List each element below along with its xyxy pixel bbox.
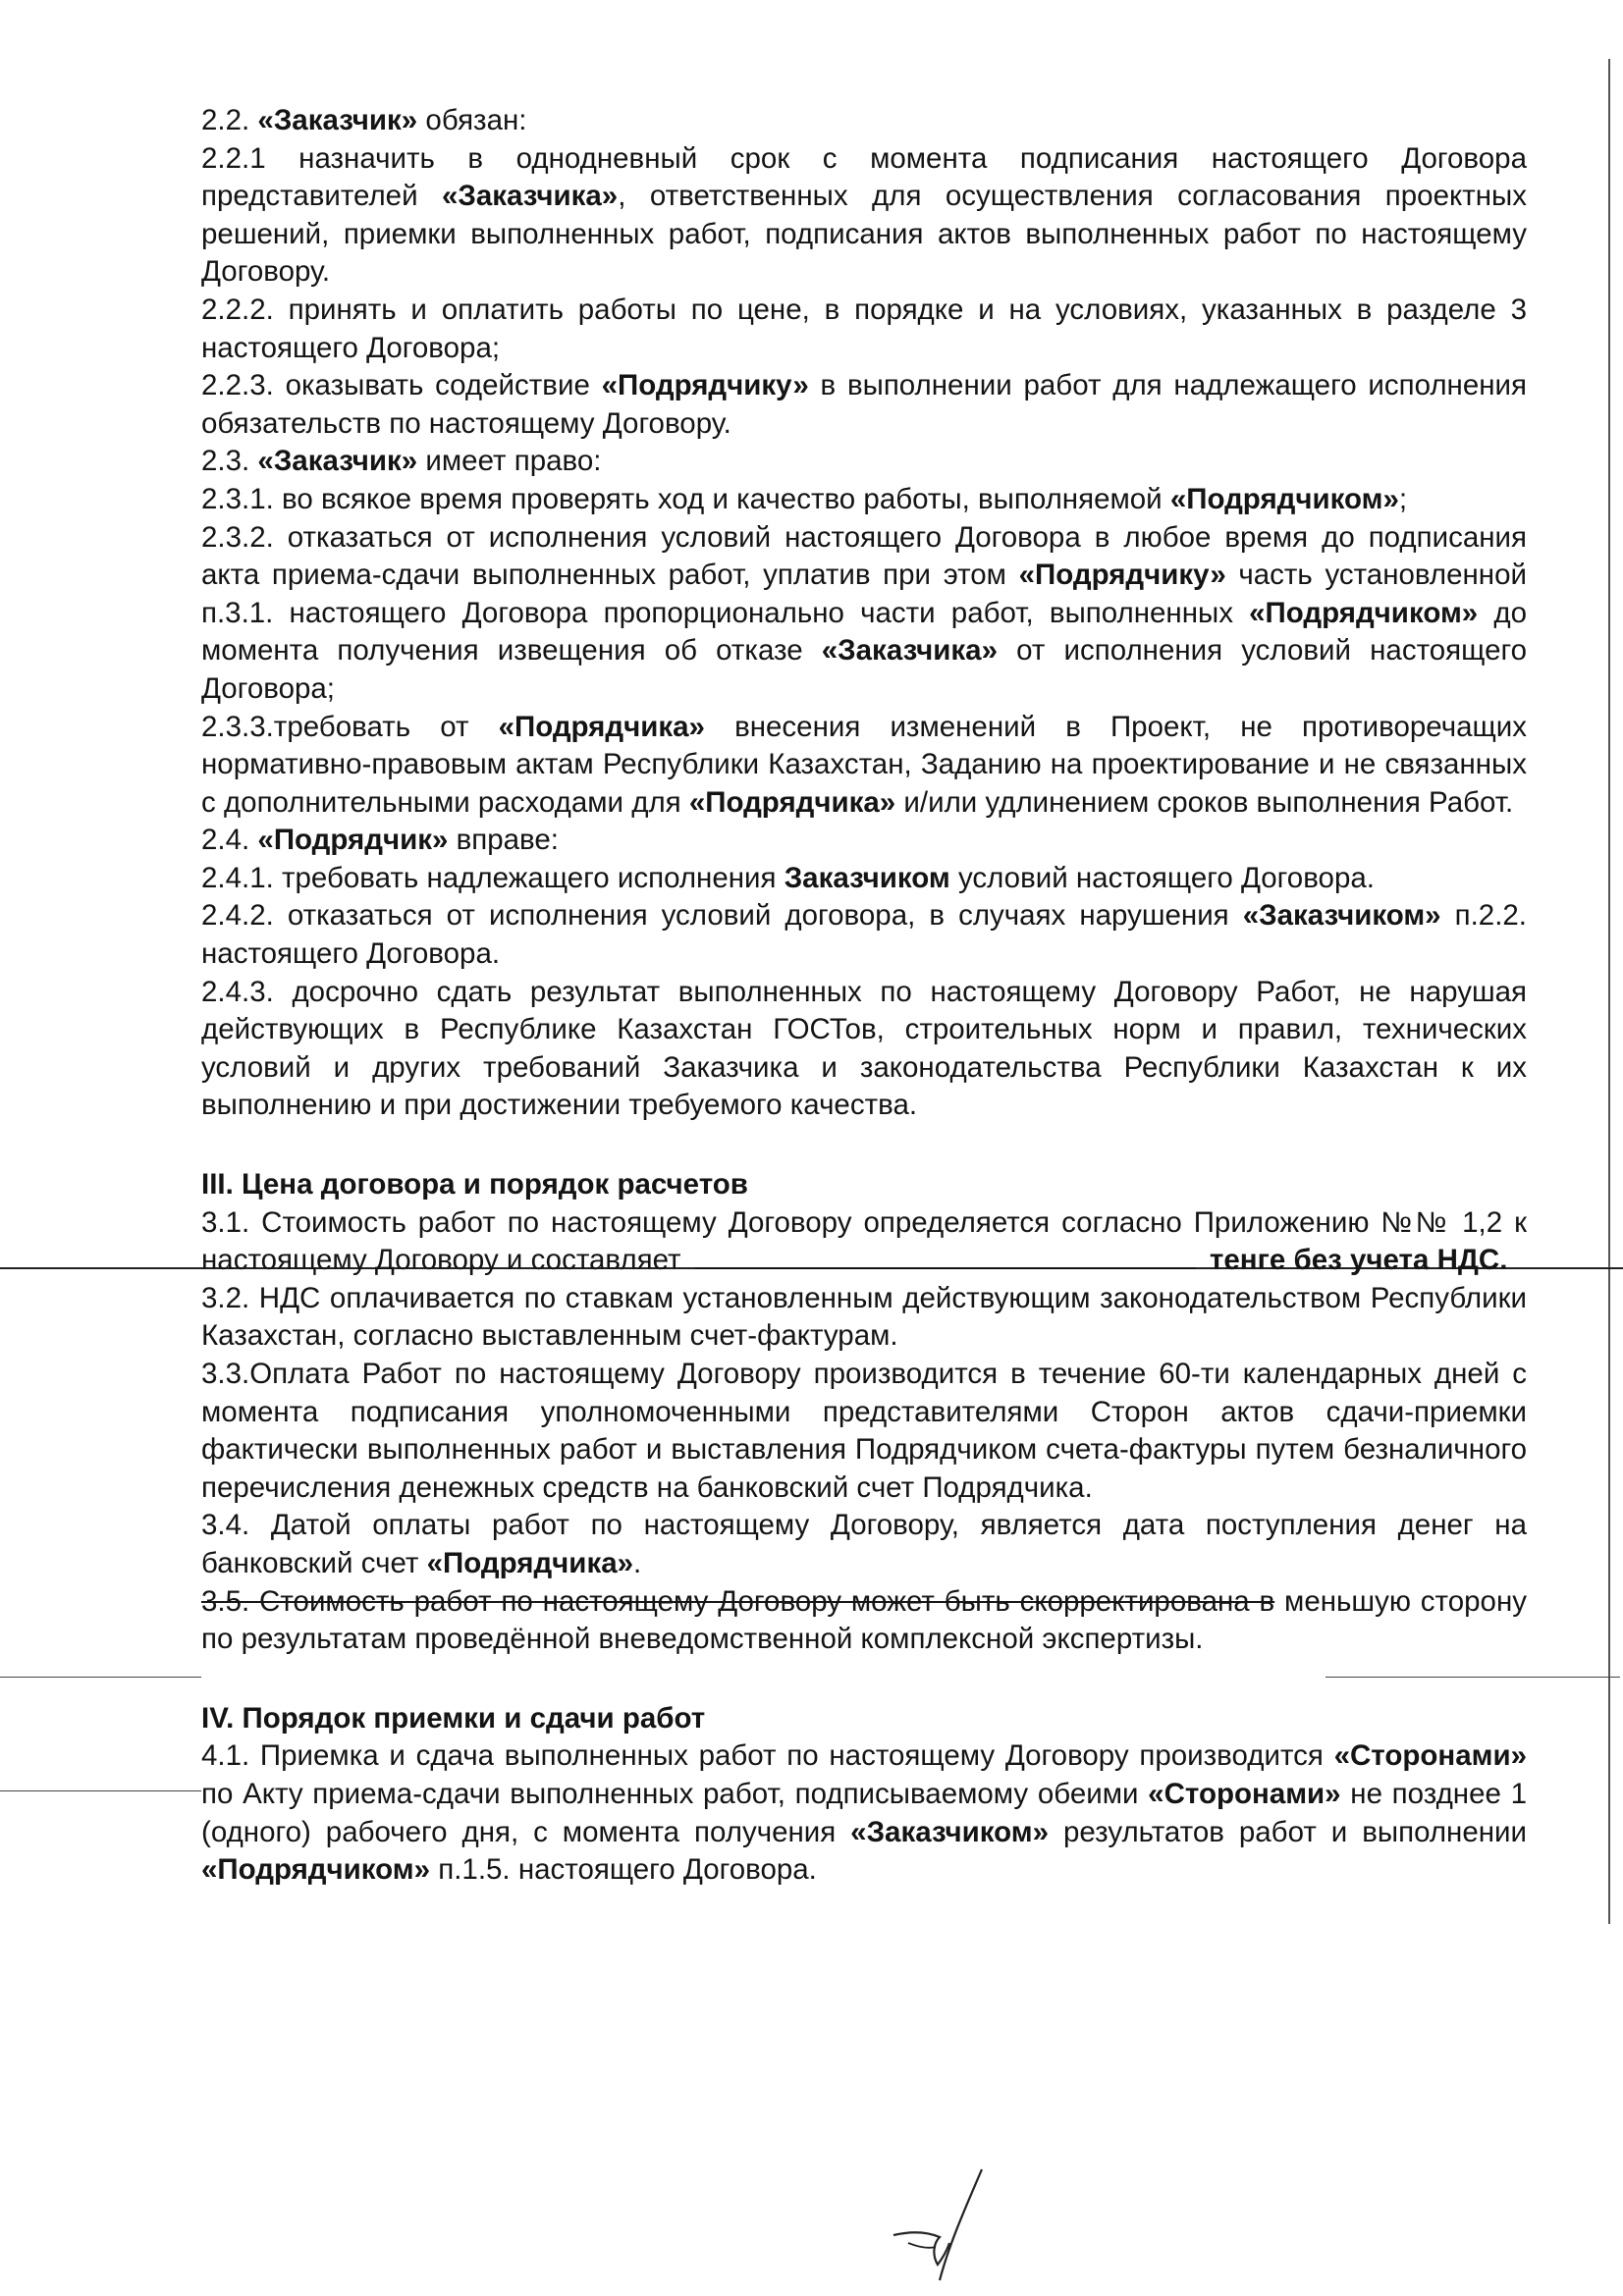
- bold-text: «Заказчиком»: [850, 1815, 1050, 1848]
- text-run: п.1.5. настоящего Договора.: [430, 1853, 817, 1887]
- clause-paragraph: [201, 481, 1527, 519]
- clause-paragraph: [201, 443, 1527, 481]
- bold-text: Заказчиком: [784, 861, 950, 894]
- bold-text: «Подрядчиком»: [1249, 596, 1479, 629]
- clause-paragraph: [201, 897, 1527, 973]
- text-run: ;: [1398, 482, 1408, 515]
- text-run: в выполнении работ для надлежащего исполнения обязательств по настоящему Договору.: [201, 369, 1527, 440]
- page-edge-line: [1608, 59, 1610, 1924]
- bold-text: «Заказчик»: [257, 104, 418, 136]
- bold-text: «Заказчиком»: [1242, 899, 1441, 933]
- text-run: 2.2.2. принять и оплатить работы по цене, в порядке и на условиях, указанных в разделе 3 настоящего Договора;: [201, 293, 1527, 364]
- bold-text: «Подрядчика»: [498, 710, 705, 743]
- document-body: [201, 102, 1527, 1890]
- clause-paragraph: [201, 367, 1527, 443]
- clause-paragraph: [201, 140, 1527, 292]
- margin-line: [0, 1790, 201, 1791]
- text-run: 2.3.: [201, 445, 258, 478]
- signature-icon: [889, 2164, 997, 2282]
- text-run: имеет право:: [417, 445, 602, 478]
- section-heading: [201, 1700, 1527, 1738]
- text-run: обязан:: [417, 104, 527, 136]
- text-run: условий настоящего Договора.: [949, 861, 1375, 894]
- clause-paragraph: [201, 102, 1527, 140]
- bold-text: «Подрядчику»: [1018, 559, 1226, 592]
- text-run: 2.3.3.требовать от: [201, 710, 499, 743]
- text-run: 2.4.: [201, 824, 258, 857]
- bold-text: тенге без учета НДС.: [1201, 1244, 1508, 1277]
- struck-text: 3.5. Стоимость работ по настоящему Договору может быть скорректирована в: [201, 1584, 1275, 1618]
- text-run: 2.4.3. досрочно сдать результат выполненных по настоящему Договору Работ, не нарушая действующих в Республике Казахстан ГОСТов, строительных норм и правил, технических условий и других требований Заказчика и законодательства Республики Казахстан к их выполнению и при достижении требуемого качества.: [201, 975, 1527, 1122]
- text-run: результатов работ и выполнении: [1049, 1815, 1527, 1848]
- text-run: 2.3.2. отказаться от исполнения условий настоящего Договора в любое время до подписания акта приема-сдачи выполненных работ, уплатив при этом: [201, 520, 1527, 592]
- bold-text: «Заказчика»: [441, 180, 619, 213]
- text-run: и/или удлинением сроков выполнения Работ.: [895, 785, 1514, 819]
- text-run: 2.2.: [201, 104, 258, 136]
- text-run: не позднее 1 (одного) рабочего дня, с момента получения: [201, 1777, 1527, 1848]
- text-run: до момента получения извещения об отказе: [201, 596, 1527, 667]
- text-run: 4.1. Приемка и сдача выполненных работ по настоящему Договору производится: [201, 1739, 1334, 1773]
- text-run: 2.2.3. оказывать содействие: [201, 369, 602, 402]
- text-run: 3.3.Оплата Работ по настоящему Договору производится в течение 60-ти календарных дней с момента подписания уполномоченными представителями Сторон актов сдачи-приемки фактически выполненных работ и выставления Подрядчиком счета-фактуры путем безналичного перечисления денежных средств на банковский счет Подрядчика.: [201, 1358, 1527, 1504]
- bold-text: III. Цена договора и порядок расчетов: [201, 1168, 748, 1201]
- text-run: от исполнения условий настоящего Договора;: [201, 634, 1528, 705]
- text-run: 3.2. НДС оплачивается по ставкам установленным действующим законодательством Республики Казахстан, согласно выставленным счет-фактурам.: [201, 1281, 1527, 1353]
- bold-text: «Подрядчиком»: [201, 1853, 431, 1887]
- clause-paragraph: [201, 709, 1527, 823]
- clause-paragraph: [201, 1507, 1527, 1582]
- clause-paragraph: [201, 822, 1527, 860]
- section-heading: [201, 1166, 1527, 1204]
- clause-paragraph: [201, 292, 1527, 367]
- clause-paragraph: [201, 519, 1527, 709]
- bold-text: «Заказчик»: [257, 445, 418, 478]
- bold-text: «Сторонами»: [1333, 1739, 1527, 1773]
- text-run: вправе:: [448, 824, 559, 857]
- text-run: внесения изменений в Проект, не противоречащих нормативно-правовым актам Республики Казахстан, Заданию на проектирование и не связанных с дополнительными расходами для: [201, 710, 1527, 819]
- clause-paragraph: [201, 1356, 1527, 1507]
- margin-line: [0, 1677, 201, 1678]
- bold-text: IV. Порядок приемки и сдачи работ: [201, 1701, 706, 1735]
- clause-paragraph: [201, 1204, 1527, 1280]
- bold-text: «Подрядчику»: [601, 369, 809, 402]
- bold-text: «Подрядчика»: [426, 1546, 634, 1579]
- text-run: 3.4. Датой оплаты работ по настоящему Договору, является дата поступления денег на банковский счет: [201, 1509, 1527, 1579]
- text-run: .: [633, 1546, 642, 1579]
- bold-text: «Заказчика»: [821, 634, 998, 667]
- text-run: 2.2.1 назначить в однодневный срок с момента подписания настоящего Договора представителей: [201, 141, 1527, 213]
- text-run: 3.1. Стоимость работ по настоящему Договору определяется согласно Приложению №№ 1,2 к настоящему Договору и составляет: [201, 1205, 1527, 1277]
- text-run: 2.4.2. отказаться от исполнения условий договора, в случаях нарушения: [201, 899, 1243, 933]
- text-run: п.2.2. настоящего Договора.: [201, 899, 1527, 971]
- bold-text: «Подрядчиком»: [1169, 482, 1399, 515]
- text-run: часть установленной п.3.1. настоящего Договора пропорционально части работ, выполненных: [201, 559, 1527, 629]
- text-run: по Акту приема-сдачи выполненных работ, подписываемому обеими: [201, 1777, 1149, 1810]
- text-run: меньшую сторону по результатам проведённой вневедомственной комплексной экспертизы.: [201, 1584, 1527, 1656]
- text-run: 2.4.1. требовать надлежащего исполнения: [201, 861, 784, 894]
- clause-paragraph: [201, 1737, 1527, 1889]
- clause-paragraph: [201, 974, 1527, 1125]
- amount-blank-field: [695, 1246, 1196, 1269]
- bold-text: «Подрядчика»: [688, 785, 896, 819]
- bold-text: «Подрядчик»: [257, 824, 449, 857]
- clause-paragraph: [201, 1583, 1527, 1659]
- clause-paragraph: [201, 1280, 1527, 1356]
- clause-paragraph: [201, 860, 1527, 898]
- text-run: 2.3.1. во всякое время проверять ход и качество работы, выполняемой: [201, 482, 1170, 515]
- text-run: , ответственных для осуществления согласования проектных решений, приемки выполненных работ, подписания актов выполненных работ по настоящему Договору.: [201, 180, 1527, 289]
- section-gap: [201, 1125, 1527, 1162]
- bold-text: «Сторонами»: [1148, 1777, 1341, 1810]
- section-gap: [201, 1659, 1527, 1696]
